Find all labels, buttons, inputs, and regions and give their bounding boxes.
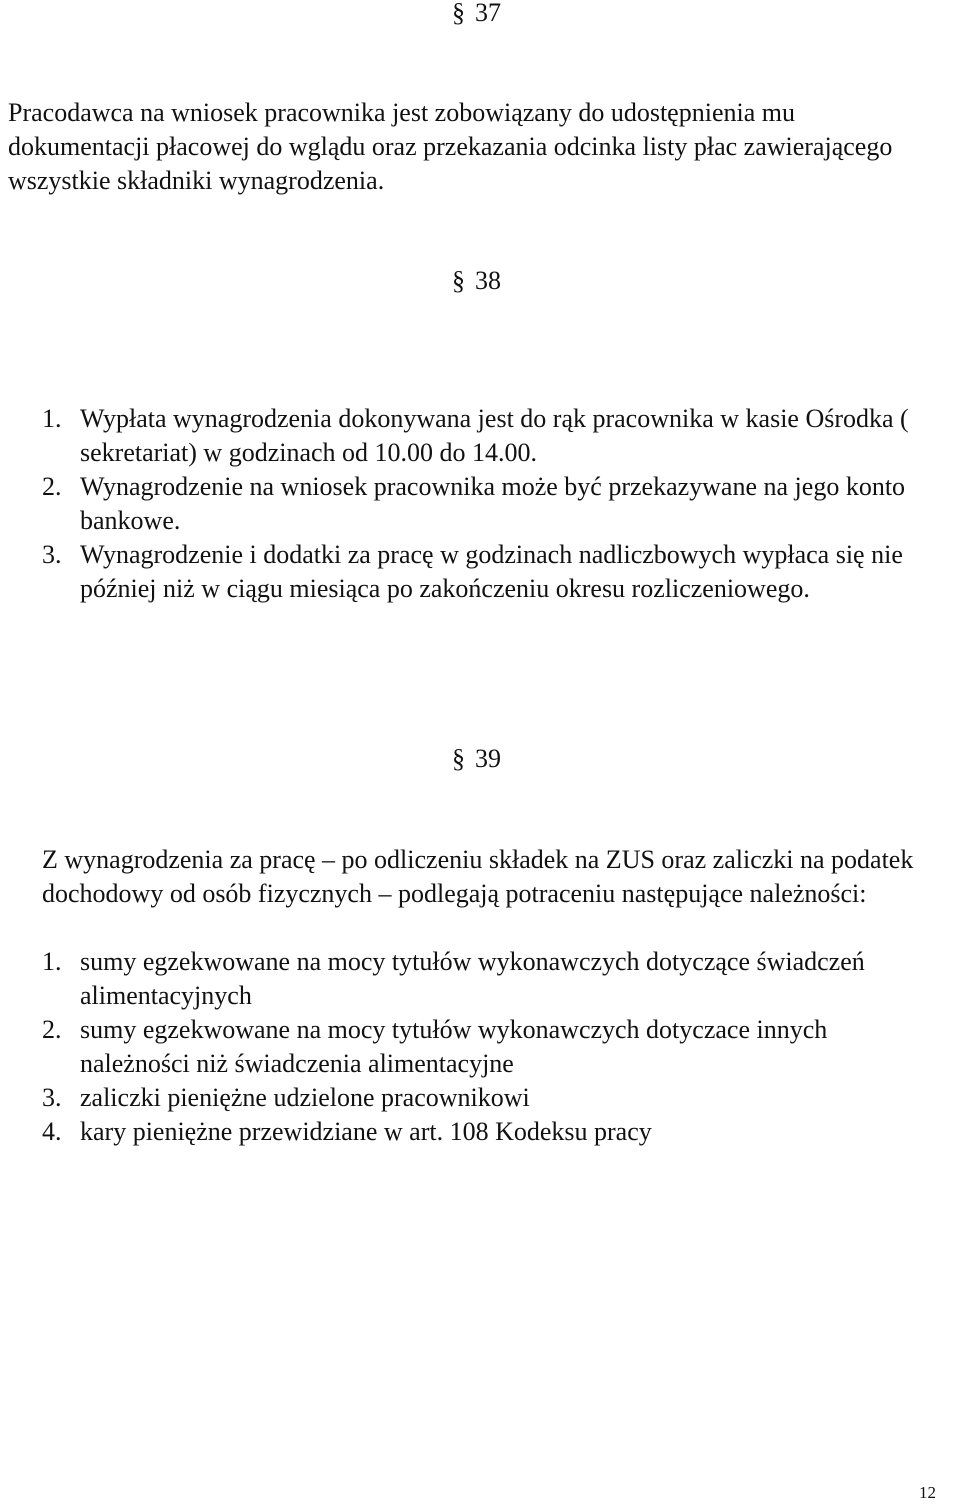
- section-number: 37: [475, 0, 501, 27]
- list-item-number: 2.: [42, 472, 62, 501]
- list-item-text: sumy egzekwowane na mocy tytułów wykonawczych dotyczące świadczeń alimentacyjnych: [80, 947, 865, 1010]
- section-symbol: §: [452, 266, 465, 295]
- list-item-text: sumy egzekwowane na mocy tytułów wykonawczych dotyczace innych należności niż świadczenia alimentacyjne: [80, 1015, 828, 1078]
- list-item-text: kary pieniężne przewidziane w art. 108 Kodeksu pracy: [80, 1117, 652, 1146]
- list-item-text: zaliczki pieniężne udzielone pracownikowi: [80, 1083, 530, 1112]
- page-number: 12: [919, 1483, 936, 1502]
- section-number: 38: [475, 266, 501, 295]
- list-item-text: Wynagrodzenie i dodatki za pracę w godzinach nadliczbowych wypłaca się nie później niż w ciągu miesiąca po zakończeniu okresu rozliczeniowego.: [80, 540, 903, 603]
- section-symbol: §: [452, 744, 465, 773]
- list-item: [42, 538, 922, 606]
- section-heading-39: [452, 742, 501, 776]
- section-number: 39: [475, 744, 501, 773]
- section-heading-38: [452, 264, 501, 298]
- list-item-number: 1.: [42, 947, 62, 976]
- section-39-list: [42, 945, 922, 1149]
- list-item: [42, 1115, 922, 1149]
- list-item-number: 2.: [42, 1015, 62, 1044]
- list-item: [42, 470, 922, 538]
- list-item-text: Wynagrodzenie na wniosek pracownika może być przekazywane na jego konto bankowe.: [80, 472, 906, 535]
- list-item: [42, 945, 922, 1013]
- list-item-number: 3.: [42, 540, 62, 569]
- list-item-number: 1.: [42, 404, 62, 433]
- section-37-text: Pracodawca na wniosek pracownika jest zobowiązany do udostępnienia mu dokumentacji płacowej do wglądu oraz przekazania odcinka listy płac zawierającego wszystkie składniki wynagrodzenia.: [8, 98, 893, 195]
- list-item: [42, 402, 922, 470]
- list-item: [42, 1013, 922, 1081]
- section-symbol: §: [452, 0, 465, 27]
- section-38-list: [42, 402, 922, 606]
- section-39-intro: Z wynagrodzenia za pracę – po odliczeniu składek na ZUS oraz zaliczki na podatek dochodowy od osób fizycznych – podlegają potraceniu następujące należności:: [42, 845, 914, 908]
- section-heading-37: [452, 0, 501, 30]
- list-item-number: 4.: [42, 1117, 62, 1146]
- list-item-number: 3.: [42, 1083, 62, 1112]
- list-item: [42, 1081, 922, 1115]
- list-item-text: Wypłata wynagrodzenia dokonywana jest do rąk pracownika w kasie Ośrodka ( sekretariat) w godzinach od 10.00 do 14.00.: [80, 404, 909, 467]
